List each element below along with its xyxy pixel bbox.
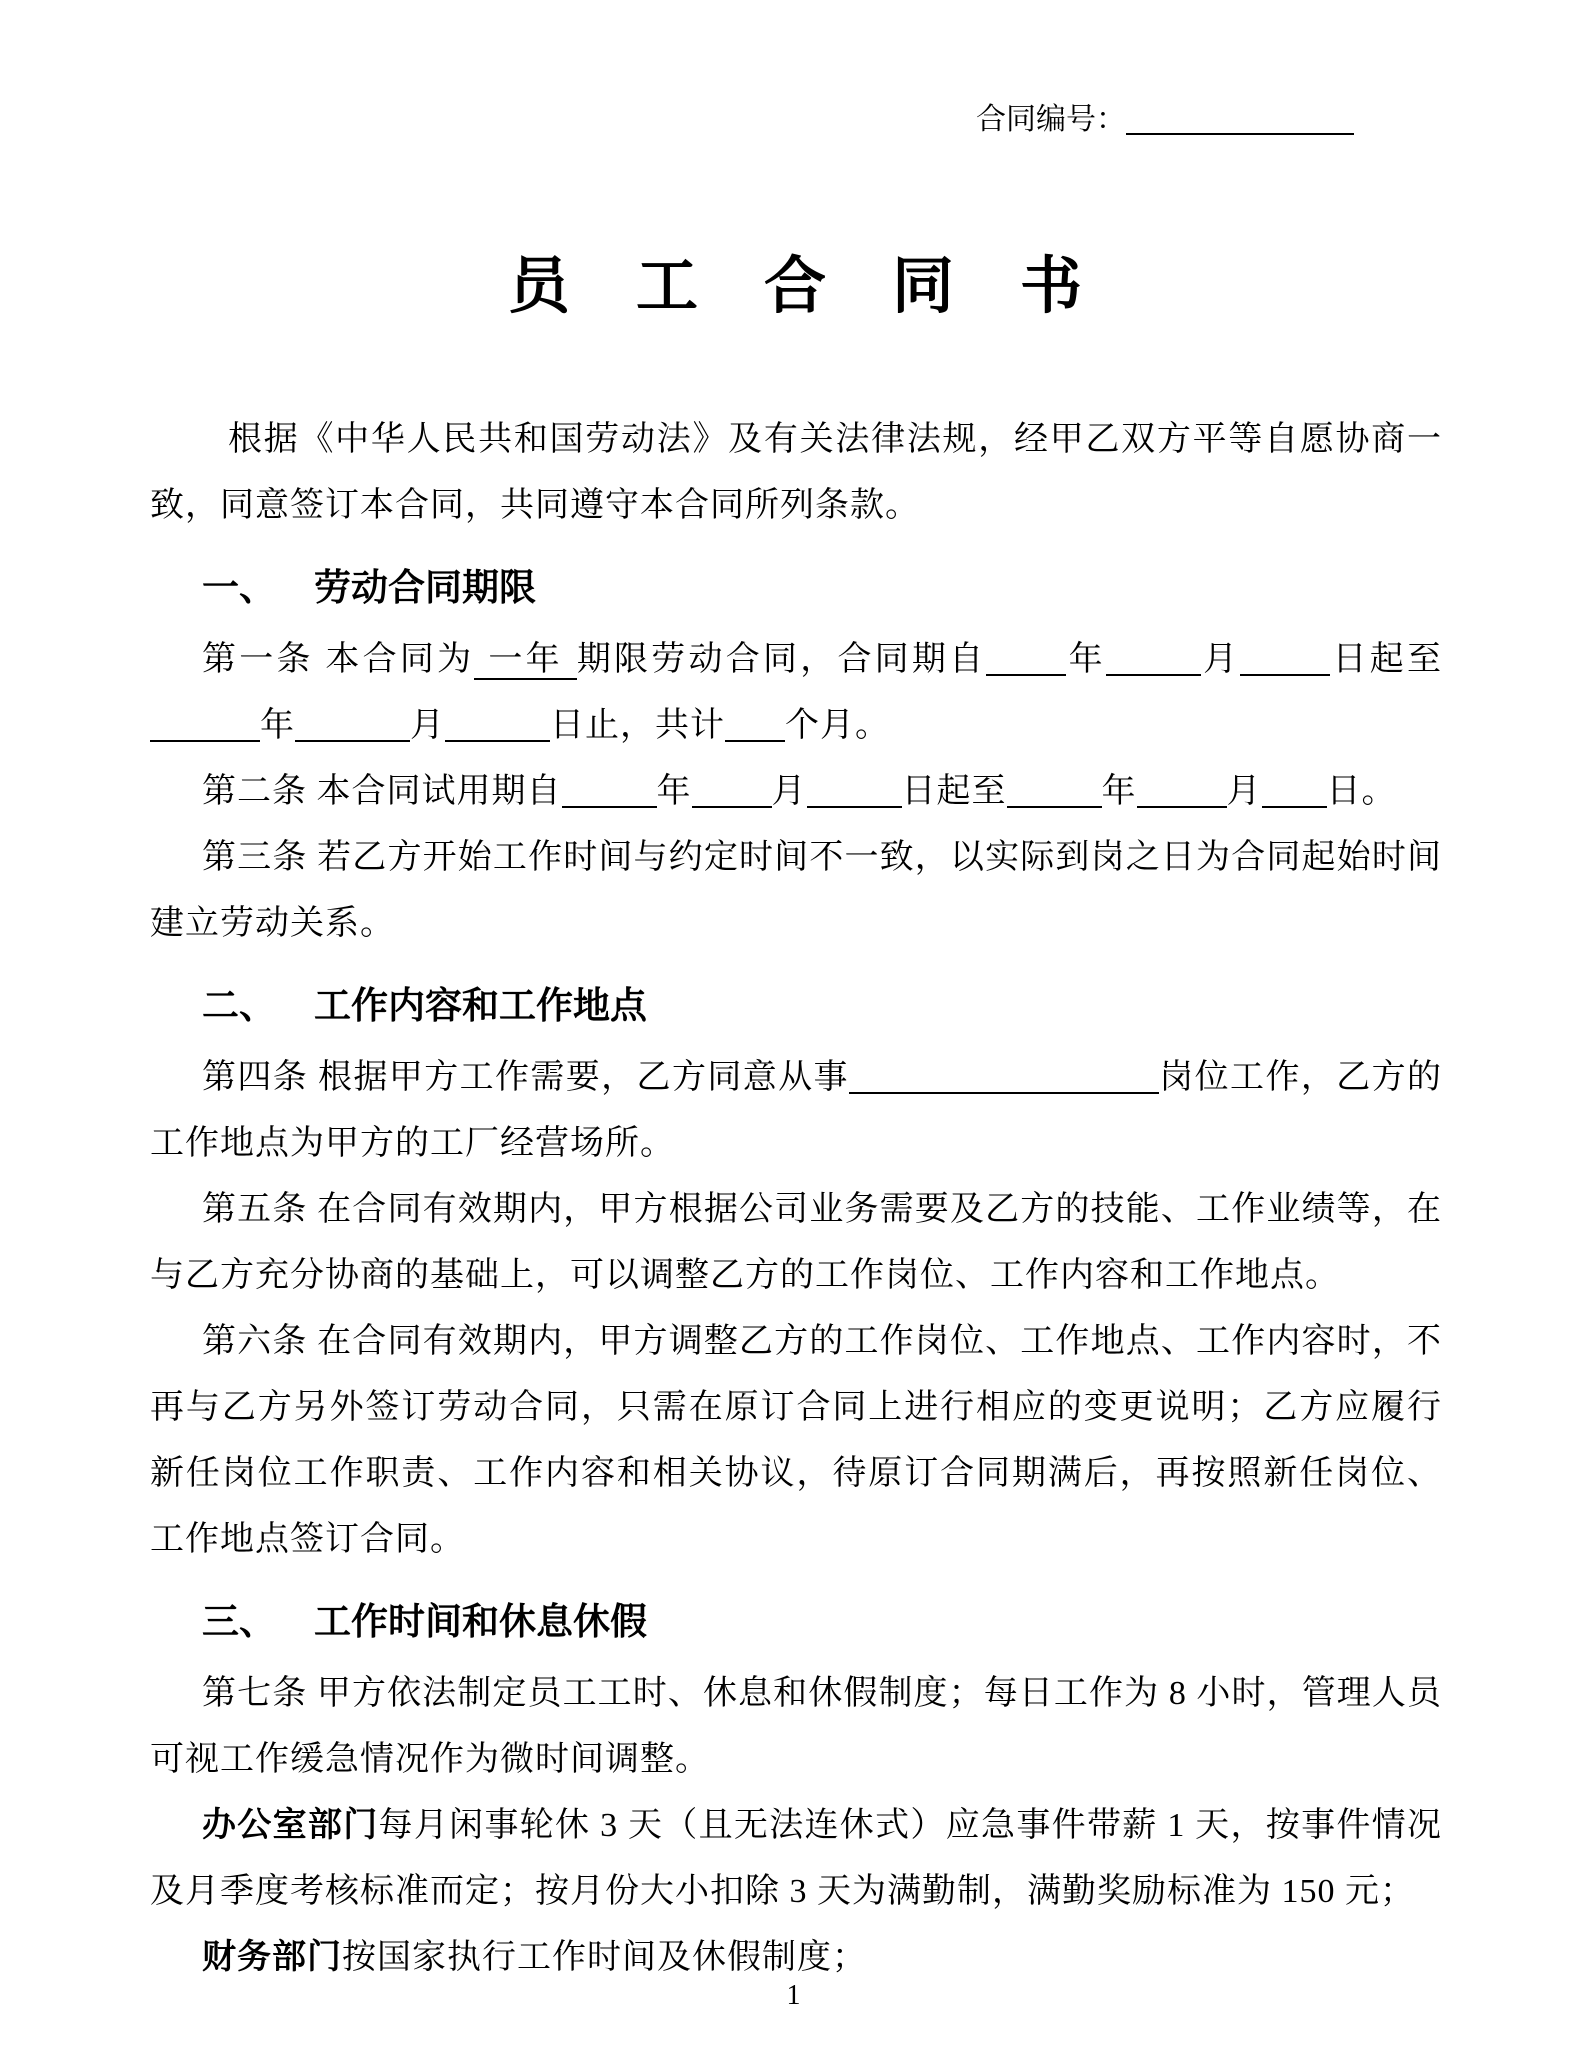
article-paragraph: 第三条 若乙方开始工作时间与约定时间不一致，以实际到岗之日为合同起始时间建立劳动关系。 (150, 839, 1442, 943)
article-paragraph: 第二条 本合同试用期自 年 月 日起至 年 月 日。 (202, 773, 1397, 811)
section-number: 三、 (202, 1602, 276, 1644)
intro-paragraph: 根据《中华人民共和国劳动法》及有关法律法规，经甲乙双方平等自愿协商一致，同意签订本合同，共同遵守本合同所列条款。 (150, 421, 1442, 525)
bold-text: 财务部门 (202, 1939, 342, 1977)
section-title: 工作内容和工作地点 (314, 986, 647, 1028)
blank-underline (1106, 640, 1201, 676)
blank-underline (692, 772, 772, 808)
blank-underline (986, 640, 1066, 676)
article-paragraph: 办公室部门每月闲事轮休 3 天（且无法连休式）应急事件带薪 1 天，按事件情况及月季度考核标准而定；按月份大小扣除 3 天为满勤制，满勤奖励标准为 150 元； (150, 1807, 1443, 1911)
underlined-text: 一年 (474, 641, 576, 680)
blank-underline (725, 706, 785, 742)
blank-underline (445, 706, 550, 742)
article-paragraph: 财务部门按国家执行工作时间及休假制度； (202, 1939, 867, 1977)
bold-text: 办公室部门 (202, 1807, 379, 1845)
blank-underline (1240, 640, 1330, 676)
blank-underline (1262, 772, 1327, 808)
blank-underline (807, 772, 902, 808)
contract-number-label: 合同编号： (976, 103, 1126, 136)
blank-underline (562, 772, 657, 808)
page-title: 员 工 合 同 书 (507, 253, 1084, 321)
article-paragraph: 第六条 在合同有效期内，甲方调整乙方的工作岗位、工作地点、工作内容时，不再与乙方另外签订劳动合同，只需在原订合同上进行相应的变更说明；乙方应履行新任岗位工作职责、工作内容和相关协议，待原订合同期满后，再按照新任岗位、工作地点签订合同。 (150, 1323, 1442, 1559)
page-number: 1 (786, 1980, 801, 2011)
contract-number-row (150, 100, 1442, 140)
blank-underline (150, 706, 260, 742)
blank-underline (1137, 772, 1227, 808)
section-number: 一、 (202, 568, 276, 610)
section-title: 劳动合同期限 (314, 568, 536, 610)
article-paragraph: 第四条 根据甲方工作需要，乙方同意从事 岗位工作，乙方的工作地点为甲方的工厂经营场所。 (150, 1059, 1443, 1163)
section-heading (150, 1599, 1442, 1647)
section-heading (150, 983, 1442, 1031)
blank-underline (295, 706, 410, 742)
article-paragraph: 第一条 本合同为 一年 期限劳动合同，合同期自 年 月 日起至年 月 日止，共计 个月。 (150, 627, 1442, 759)
contract-number-blank (1126, 103, 1354, 135)
article-paragraph: 第七条 甲方依法制定员工工时、休息和休假制度；每日工作为 8 小时，管理人员可视工作缓急情况作为微时间调整。 (150, 1675, 1442, 1779)
blank-underline (1007, 772, 1102, 808)
blank-underline (849, 1058, 1159, 1094)
section-heading (150, 565, 1442, 613)
section-title: 工作时间和休息休假 (314, 1602, 647, 1644)
document-body (150, 565, 1442, 1991)
article-paragraph: 第五条 在合同有效期内，甲方根据公司业务需要及乙方的技能、工作业绩等，在与乙方充分协商的基础上，可以调整乙方的工作岗位、工作内容和工作地点。 (150, 1191, 1442, 1295)
section-number: 二、 (202, 986, 276, 1028)
